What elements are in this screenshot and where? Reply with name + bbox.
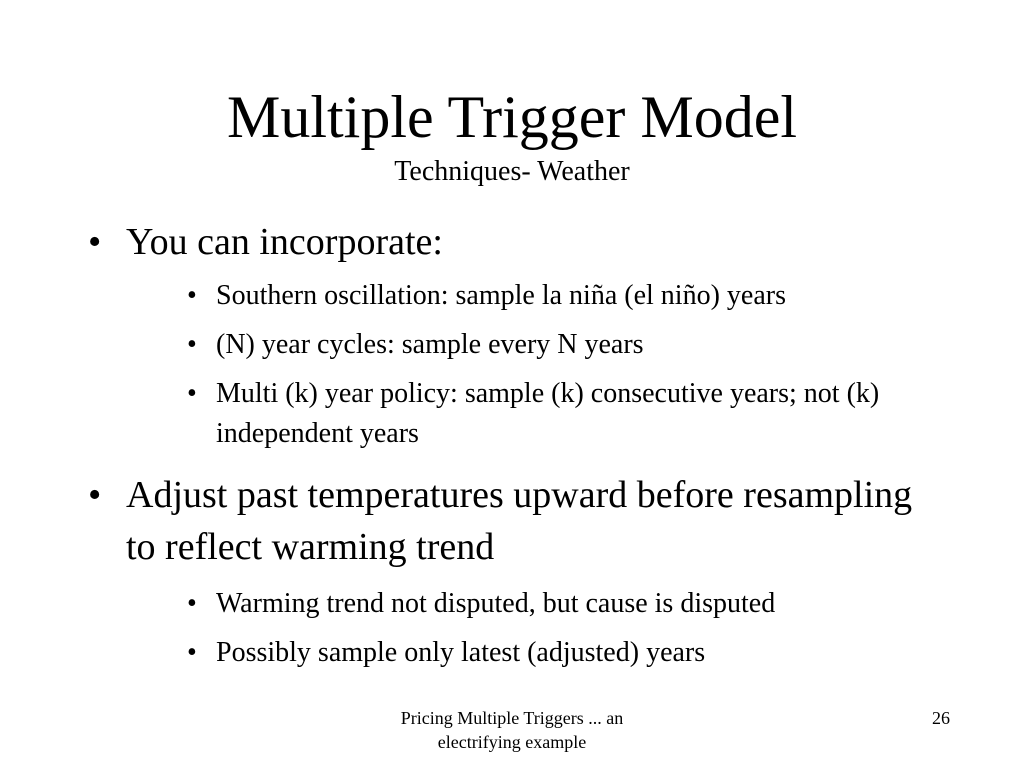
sub-bullet-item xyxy=(187,633,947,673)
slide-title: Multiple Trigger Model xyxy=(226,84,798,150)
bullet-marker: • xyxy=(187,588,197,619)
bullet-text: You can incorporate: xyxy=(126,221,443,263)
bullet-marker: • xyxy=(187,637,197,668)
sub-bullet-item xyxy=(187,374,947,454)
bullet-item xyxy=(88,216,948,268)
sub-bullet-text: Southern oscillation: sample la niña (el niño) years xyxy=(216,280,786,311)
bullet-marker: • xyxy=(88,474,102,516)
sub-bullet-item xyxy=(187,325,947,365)
sub-bullet-item xyxy=(187,276,947,316)
bullet-marker: • xyxy=(88,221,102,263)
sub-bullet-text: Multi (k) year policy: sample (k) consecutive years; not (k) independent years xyxy=(216,378,880,449)
slide-subtitle: Techniques- Weather xyxy=(394,156,630,187)
bullet-item xyxy=(88,469,948,573)
bullet-marker: • xyxy=(187,280,197,311)
page-number: 26 xyxy=(932,708,950,728)
sub-bullet-item xyxy=(187,584,947,624)
sub-bullet-text: (N) year cycles: sample every N years xyxy=(216,329,644,360)
sub-bullet-text: Warming trend not disputed, but cause is disputed xyxy=(216,588,776,619)
bullet-marker: • xyxy=(187,329,197,360)
bullet-marker: • xyxy=(187,378,197,409)
sub-bullet-text: Possibly sample only latest (adjusted) years xyxy=(216,637,706,668)
bullet-text: Adjust past temperatures upward before resampling to reflect warming trend xyxy=(126,474,913,568)
slide-footer: Pricing Multiple Triggers ... an electrifying example xyxy=(400,708,624,752)
